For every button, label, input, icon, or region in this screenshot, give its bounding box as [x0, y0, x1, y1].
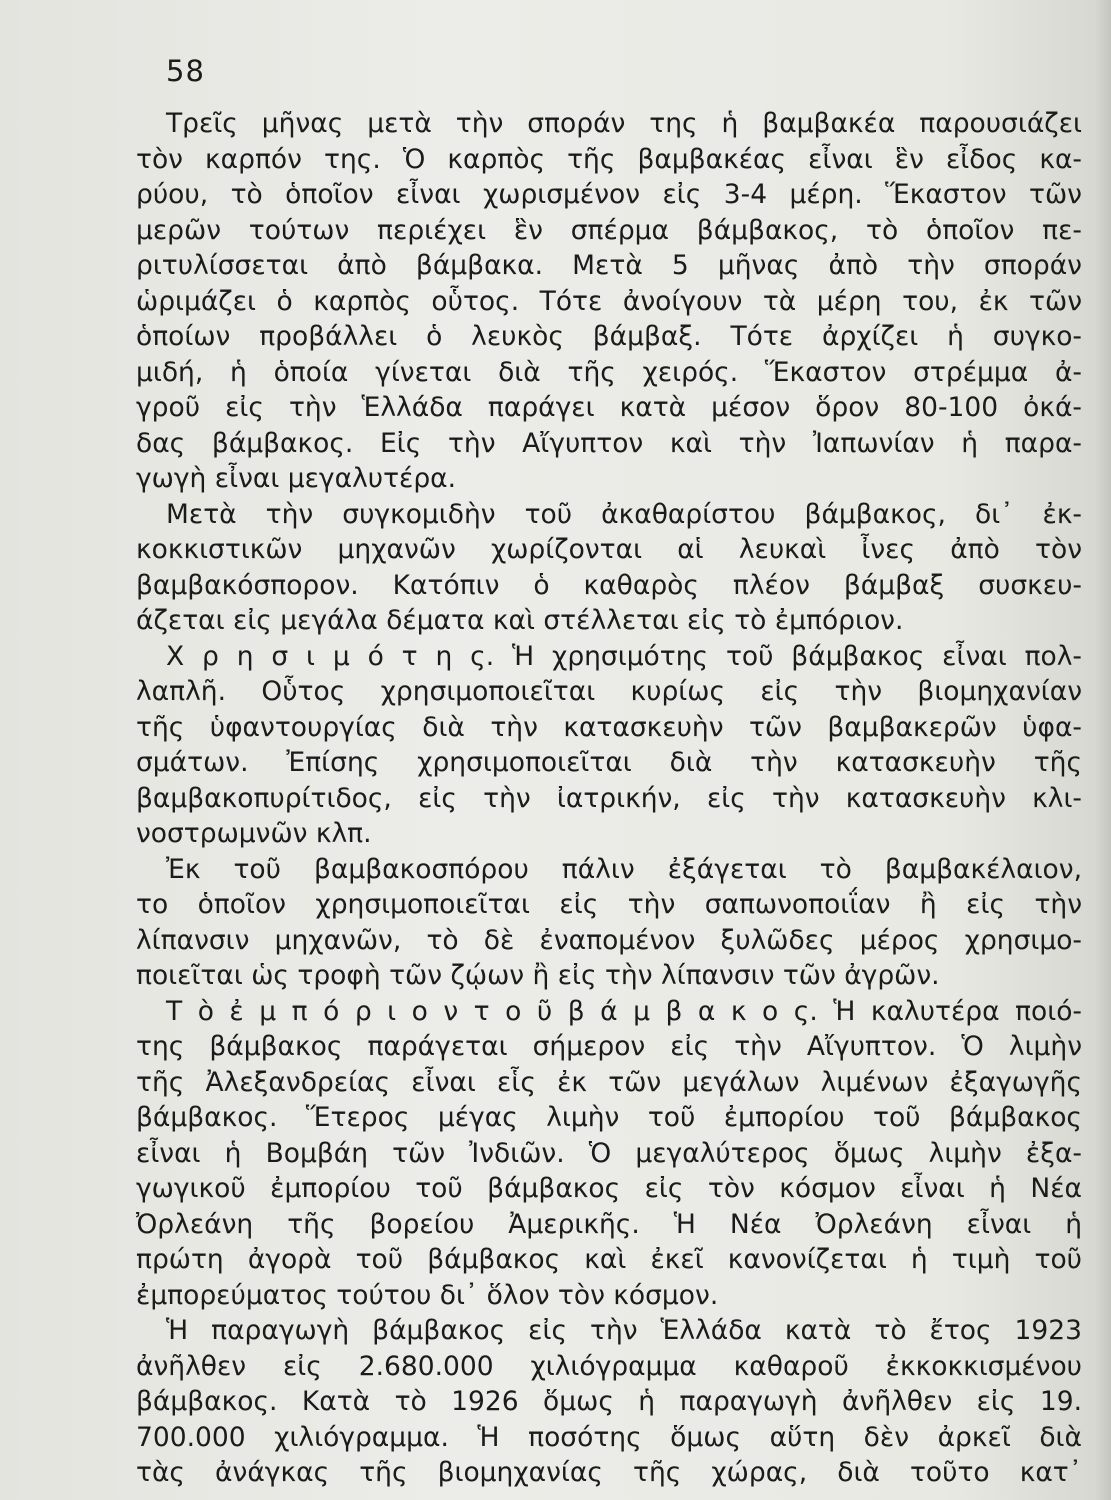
text-line: Μετὰ τὴν συγκομιδὴν τοῦ ἀκαθαρίστου βάμβακος, δι᾽ ἐκ- [166, 498, 1082, 530]
text-line: λίπανσιν μηχανῶν, τὸ δὲ ἐναπομένον ξυλῶδες μέρος χρησιμο- [136, 924, 1082, 956]
text-line: τὸν καρπόν της. Ὁ καρπὸς τῆς βαμβακέας εἶναι ἓν εἶδος κα- [136, 143, 1082, 175]
text-line: Τρεῖς μῆνας μετὰ τὴν σποράν της ἡ βαμβακέα παρουσιάζει [166, 108, 1082, 139]
text-line: ἀνῆλθεν εἰς 2.680.000 χιλιόγραμμα καθαροῦ ἐκκοκκισμένου [136, 1350, 1082, 1382]
text-line: λαπλῆ. Οὗτος χρησιμοποιεῖται κυρίως εἰς τὴν βιομηχανίαν [136, 676, 1082, 707]
text-line: σμάτων. Ἐπίσης χρησιμοποιεῖται διὰ τὴν κατασκευὴν τῆς [136, 747, 1082, 778]
text-line: γωγὴ εἶναι μεγαλυτέρα. [136, 463, 457, 494]
text-line: της βάμβακος παράγεται σήμερον εἰς τὴν Αἴγυπτον. Ὁ λιμὴν [136, 1031, 1082, 1062]
text-line: βάμβακος. Ἕτερος μέγας λιμὴν τοῦ ἐμπορίου τοῦ βάμβακος [136, 1102, 1082, 1133]
text-line: Ἡ παραγωγὴ βάμβακος εἰς τὴν Ἑλλάδα κατὰ τὸ ἔτος 1923 [166, 1315, 1082, 1346]
text-line: Χ ρ η σ ι μ ό τ η ς. Ἡ χρησιμότης τοῦ βάμβακος εἶναι πολ- [166, 640, 1082, 672]
text-line: τῆς ὑφαντουργίας διὰ τὴν κατασκευὴν τῶν βαμβακερῶν ὑφα- [136, 711, 1082, 743]
text-line: ριτυλίσσεται ἀπὸ βάμβακα. Μετὰ 5 μῆνας ἀπὸ τὴν σποράν [136, 250, 1082, 281]
text-line: βάμβακος. Κατὰ τὸ 1926 ὅμως ἡ παραγωγὴ ἀνῆλθεν εἰς 19. [136, 1386, 1082, 1417]
body-text [136, 106, 1082, 1491]
page-number: 58 [166, 54, 205, 88]
text-line: δας βάμβακος. Εἰς τὴν Αἴγυπτον καὶ τὴν Ἰαπωνίαν ἡ παρα- [136, 427, 1082, 459]
text-line: άζεται εἰς μεγάλα δέματα καὶ στέλλεται εἰς τὸ ἐμπόριον. [136, 605, 904, 636]
text-line: Ὀρλεάνη τῆς βορείου Ἀμερικῆς. Ἡ Νέα Ὀρλεάνη εἶναι ἡ [136, 1208, 1082, 1240]
text-line: μιδή, ἡ ὁποία γίνεται διὰ τῆς χειρός. Ἕκαστον στρέμμα ἀ- [136, 356, 1082, 388]
text-line: ἐμπορεύματος τούτου δι᾽ ὅλον τὸν κόσμον. [136, 1279, 719, 1311]
text-line: Ἐκ τοῦ βαμβακοσπόρου πάλιν ἐξάγεται τὸ βαμβακέλαιον, [166, 853, 1082, 885]
text-line: τῆς Ἀλεξανδρείας εἶναι εἷς ἐκ τῶν μεγάλων λιμένων ἐξαγωγῆς [136, 1066, 1082, 1098]
text-line: ὁποίων προβάλλει ὁ λευκὸς βάμβαξ. Τότε ἀρχίζει ἡ συγκο- [136, 321, 1082, 352]
text-line: πρώτη ἀγορὰ τοῦ βάμβακος καὶ ἐκεῖ κανονίζεται ἡ τιμὴ τοῦ [136, 1244, 1082, 1275]
text-line: κοκκιστικῶν μηχανῶν χωρίζονται αἱ λευκαὶ ἶνες ἀπὸ τὸν [136, 534, 1082, 565]
text-line: ρύου, τὸ ὁποῖον εἶναι χωρισμένον εἰς 3-4 μέρη. Ἕκαστον τῶν [136, 179, 1082, 210]
text-line: 700.000 χιλιόγραμμα. Ἡ ποσότης ὅμως αὕτη δὲν ἀρκεῖ διὰ [136, 1421, 1082, 1453]
text-line: Τ ὸ ἐ μ π ό ρ ι ο ν τ ο ῦ β ά μ β α κ ο ς. Ἡ καλυτέρα ποιό- [166, 995, 1082, 1027]
text-line: εἶναι ἡ Βομβάη τῶν Ἰνδιῶν. Ὁ μεγαλύτερος ὅμως λιμὴν ἐξα- [136, 1137, 1082, 1169]
text-line: ὡριμάζει ὁ καρπὸς οὗτος. Τότε ἀνοίγουν τὰ μέρη του, ἐκ τῶν [136, 285, 1082, 317]
text-line: γωγικοῦ ἐμπορίου τοῦ βάμβακος εἰς τὸν κόσμον εἶναι ἡ Νέα [136, 1173, 1082, 1204]
text-line: νοστρωμνῶν κλπ. [136, 818, 372, 849]
text-line: ποιεῖται ὡς τροφὴ τῶν ζῴων ἢ εἰς τὴν λίπανσιν τῶν ἀγρῶν. [136, 960, 940, 991]
text-line: γροῦ εἰς τὴν Ἑλλάδα παράγει κατὰ μέσον ὅρον 80-100 ὀκά- [136, 392, 1082, 423]
text-line: το ὁποῖον χρησιμοποιεῖται εἰς τὴν σαπωνοποιΐαν ἢ εἰς τὴν [136, 889, 1082, 920]
binding-shadow [1095, 0, 1111, 1500]
text-line: βαμβακόσπορον. Κατόπιν ὁ καθαρὸς πλέον βάμβαξ συσκευ- [136, 569, 1082, 601]
text-line: μερῶν τούτων περιέχει ἓν σπέρμα βάμβακος, τὸ ὁποῖον πε- [136, 214, 1082, 246]
text-line: τὰς ἀνάγκας τῆς βιομηχανίας τῆς χώρας, διὰ τοῦτο κατ᾽ [136, 1457, 1082, 1488]
text-line: βαμβακοπυρίτιδος, εἰς τὴν ἰατρικήν, εἰς τὴν κατασκευὴν κλι- [136, 782, 1082, 814]
